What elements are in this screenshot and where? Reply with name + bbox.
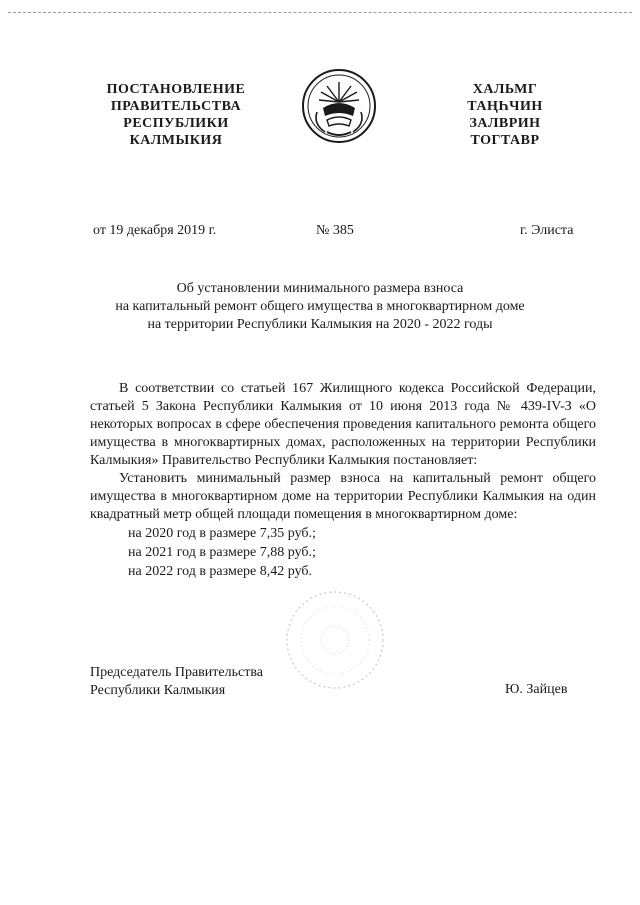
header-right-kalmyk (440, 81, 570, 149)
header-right-line: ТОГТАВР (470, 133, 540, 148)
rate-item: на 2020 год в размере 7,35 руб.; (128, 526, 316, 541)
document-number: № 385 (316, 223, 354, 238)
header-left-line: РЕСПУБЛИКИ (123, 116, 229, 131)
title-line: Об установлении минимального размера взноса (176, 281, 464, 296)
title-line: на капитальный ремонт общего имущества в многоквартирном доме (115, 299, 525, 314)
header-right-line: ЗАЛВРИН (469, 116, 541, 131)
header-right-line: ТАҢҺЧИН (467, 99, 543, 114)
rate-item: на 2022 год в размере 8,42 руб. (128, 564, 313, 579)
document-title (60, 280, 580, 334)
signatory-position-line: Председатель Правительства (90, 665, 263, 680)
top-dashed-rule (8, 12, 632, 13)
faint-stamp-icon (280, 585, 390, 695)
document-body (90, 380, 596, 581)
header-left-line: ПРАВИТЕЛЬСТВА (110, 99, 242, 114)
header-right-line: ХАЛЬМГ (472, 82, 538, 97)
decision-paragraph: Установить минимальный размер взноса на капитальный ремонт общего имущества в многоквартирном доме на территории Республики Калмыкия на один квадратный метр общей площади помещения в многоквартирном доме: (90, 471, 596, 522)
kalmykia-coat-of-arms-icon (301, 68, 377, 144)
signatory-position-line: Республики Калмыкия (90, 683, 226, 698)
header-left-line: ПОСТАНОВЛЕНИЕ (106, 82, 246, 97)
header-left-russian (86, 81, 266, 149)
preamble-paragraph: В соответствии со статьей 167 Жилищного кодекса Российской Федерации, статьей 5 Закона Республики Калмыкия от 10 июня 2013 года № 439-IV-З «О некоторых вопросах в сфере обеспечения проведения капитального ремонта общего имущества в многоквартирных домах, расположенных на территории Республики Калмыкия» Правительство Республики Калмыкия постановляет: (90, 381, 596, 468)
signatory-name: Ю. Зайцев (505, 682, 568, 697)
rate-item: на 2021 год в размере 7,88 руб.; (128, 545, 316, 560)
document-city: г. Элиста (520, 223, 574, 238)
rates-list (90, 524, 596, 581)
header-left-line: КАЛМЫКИЯ (129, 133, 223, 148)
signatory-position (90, 664, 263, 700)
title-line: на территории Республики Калмыкия на 2020 - 2022 годы (147, 317, 493, 332)
document-date: от 19 декабря 2019 г. (93, 223, 217, 238)
